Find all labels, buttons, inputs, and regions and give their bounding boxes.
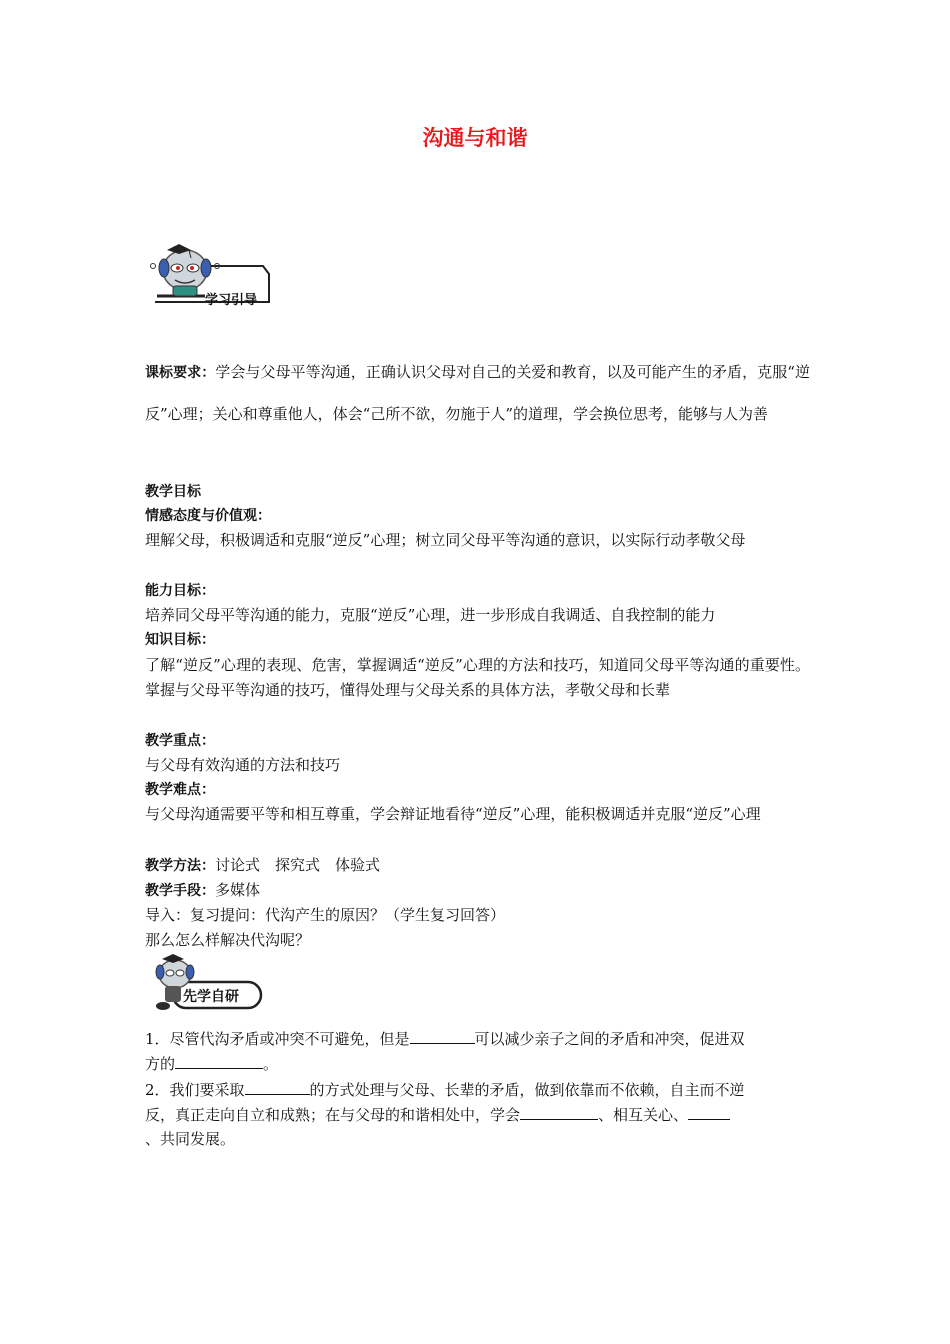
- method-label: 教学方法：: [145, 858, 215, 874]
- answer-blank[interactable]: [410, 1027, 475, 1044]
- difficulty-text: 与父母沟通需要平等和相互尊重，学会辩证地看待“逆反”心理，能积极调适并克服“逆反”心理: [145, 805, 761, 823]
- document-title: 沟通与和谐: [422, 126, 528, 150]
- ability-label: 能力目标：: [145, 583, 215, 599]
- pre-study-label: 先学自研: [183, 989, 239, 1005]
- curriculum-text: 学会与父母平等沟通，正确认识父母对自己的关爱和教育，以及可能产生的矛盾，克服“逆反”心理；关心和尊重他人，体会“己所不欲，勿施于人”的道理，学会换位思考，能够与人为善: [145, 363, 810, 423]
- difficulty-label: 教学难点：: [145, 782, 215, 798]
- ability-text: 培养同父母平等沟通的能力，克服“逆反”心理，进一步形成自我调适、自我控制的能力: [145, 606, 716, 624]
- study-guide-badge: [145, 238, 275, 308]
- answer-blank[interactable]: [520, 1103, 598, 1120]
- key-points-label: 教学重点：: [145, 733, 215, 749]
- question-2-line-3: 、共同发展。: [145, 1130, 236, 1148]
- objectives-heading: 教学目标: [145, 484, 201, 500]
- question-2-line-1: 2．我们要采取 的方式处理与父母、长辈的矛盾，做到依靠而不依赖，自主而不逆: [145, 1078, 810, 1103]
- pre-study-badge: [145, 952, 270, 1012]
- answer-blank[interactable]: [175, 1052, 263, 1069]
- teaching-method: [145, 853, 810, 879]
- teaching-means: [145, 878, 810, 904]
- emotion-label: 情感态度与价值观：: [145, 508, 271, 524]
- knowledge-text: 了解“逆反”心理的表现、危害，掌握调适“逆反”心理的方法和技巧，知道同父母平等沟通的重要性。掌握与父母平等沟通的技巧，懂得处理与父母关系的具体方法，孝敬父母和长辈: [145, 656, 810, 699]
- curriculum-label: 课标要求：: [145, 365, 216, 381]
- knowledge-label: 知识目标：: [145, 632, 215, 648]
- answer-blank[interactable]: [245, 1078, 310, 1095]
- curriculum-requirements: [145, 352, 810, 435]
- question-2-line-2: 反，真正走向自立和成熟；在与父母的和谐相处中，学会 、相互关心、: [145, 1103, 810, 1128]
- intro-line-1: 导入：复习提问：代沟产生的原因？（学生复习回答）: [145, 906, 506, 924]
- answer-blank[interactable]: [688, 1103, 730, 1120]
- study-guide-label: 学习引导: [205, 293, 258, 308]
- method-text: 讨论式 探究式 体验式: [215, 856, 381, 874]
- question-1-line-1: 1．尽管代沟矛盾或冲突不可避免，但是 可以减少亲子之间的矛盾和冲突，促进双: [145, 1027, 810, 1052]
- question-1-line-2: 方的 。: [145, 1052, 810, 1077]
- means-label: 教学手段：: [145, 883, 215, 899]
- intro-line-2: 那么怎么样解决代沟呢？: [145, 931, 311, 949]
- emotion-text: 理解父母，积极调适和克服“逆反”心理；树立同父母平等沟通的意识，以实际行动孝敬父母: [145, 531, 746, 549]
- key-points-text: 与父母有效沟通的方法和技巧: [145, 756, 341, 774]
- means-text: 多媒体: [215, 881, 261, 899]
